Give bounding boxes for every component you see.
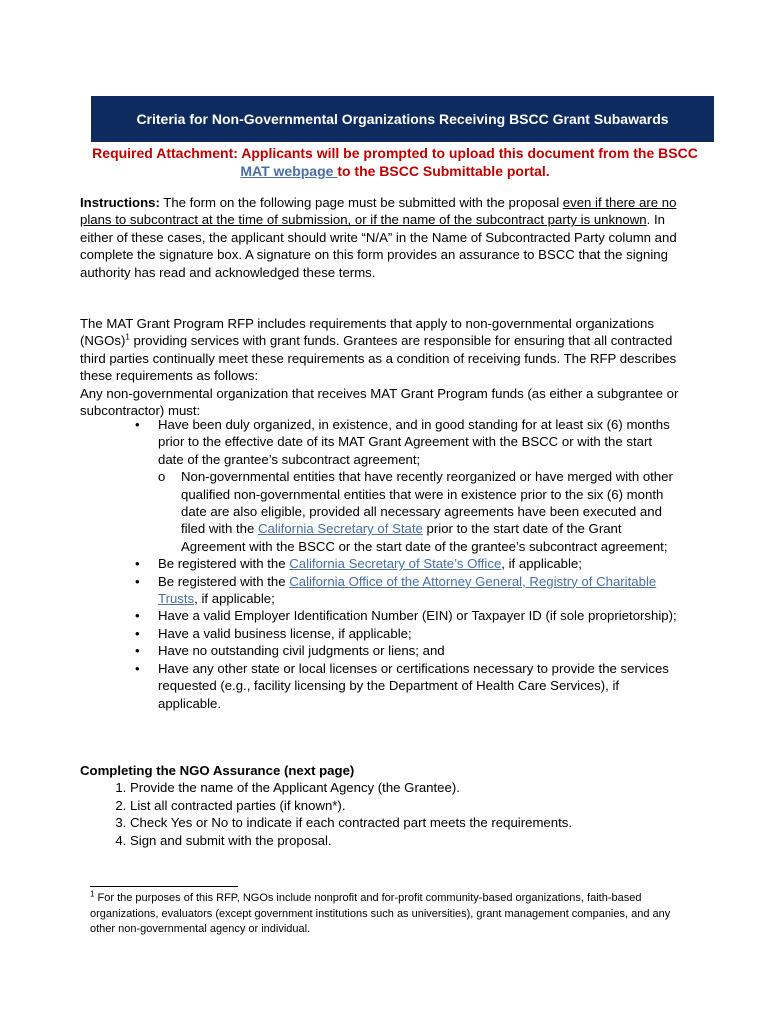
requirement-ag-text-b: , if applicable; [194,591,275,607]
instructions-label: Instructions: [80,195,160,210]
requirement-good-standing: Have been duly organized, in existence, and in good standing for at least six (6) months prior to the effective date of its MAT Grant Agreement with the BSCC or with the start date of the grantee’s subcontract agreement; [158,417,670,467]
document-title: Criteria for Non-Governmental Organizations Receiving BSCC Grant Subawards [136,111,669,127]
list-item [80,555,680,572]
list-item [80,642,680,659]
instructions-text-2: . In either of these cases, the applicant should write “N/A” in the Name of Subcontracted Party column and complete the signature box. A signature on this form provides an assurance to BSCC that the signing authority has read and acknowledged these terms. [80,212,677,280]
footnote-reference: 1 [125,333,130,343]
instructions-underlined: even if there are no plans to subcontract at the time of submission, or if the name of the subcontract party is unknown [80,195,677,228]
intro-text-3: Any non-governmental organization that receives MAT Grant Program funds (as either a subgrantee or subcontractor) must: [80,385,679,419]
california-secretary-of-state-link[interactable]: California Secretary of State [257,521,423,537]
completing-section [80,762,695,849]
footnote-number: 1 [90,889,95,899]
secretary-of-state-office-link[interactable]: California Secretary of State’s Office [289,556,502,572]
footnote [90,891,680,938]
list-item: 2. List all contracted parties (if known*). [130,797,695,814]
requirement-ein: Have a valid Employer Identification Number (EIN) or Taxpayer ID (if sole proprietorship); [158,608,677,624]
footnote-text: For the purposes of this RFP, NGOs include nonprofit and for-profit community-based organizations, faith-based organizations, evaluators (except government institutions such as universities), grant management companies, and any other non-governmental agency or individual. [90,892,671,936]
attorney-general-registry-link[interactable]: California Office of the Attorney General, Registry of Charitable Trusts [158,573,657,607]
list-item [80,660,680,712]
completing-steps-list [80,779,695,849]
requirement-sos-text-a: Be registered with the [158,556,290,572]
list-item [80,607,680,624]
sub-requirement-text-a: Non-governmental entities that have recently reorganized or have merged with other qualified non-governmental entities that were in existence prior to the six (6) month date are also eligible, provided all necessary agreements have been executed and filed with the [181,469,673,537]
intro-text-2: providing services with grant funds. Grantees are responsible for ensuring that all contracted third parties continually meet these requirements as a condition of receiving funds. The RFP describes these requirements as follows: [80,333,677,384]
sub-requirement-text-b: prior to the start date of the Grant Agreement with the BSCC or the start date of the grantee’s subcontract agreement; [181,521,668,554]
requirement-other-licenses: Have any other state or local licenses or certifications necessary to provide the services requested (e.g., facility licensing by the Department of Health Care Services), if applicable. [158,660,669,711]
intro-text-1: The MAT Grant Program RFP includes requirements that apply to non-governmental organizations (NGOs) [80,316,654,349]
instructions-paragraph [80,194,695,281]
required-attachment-notice [80,144,710,180]
completing-heading: Completing the NGO Assurance (next page) [80,763,355,778]
list-item [158,468,680,555]
requirement-business-license: Have a valid business license, if applicable; [158,625,412,641]
list-item [80,625,680,642]
mat-webpage-link[interactable]: MAT webpage [240,163,338,179]
list-item: 3. Check Yes or No to indicate if each contracted part meets the requirements. [130,814,695,831]
required-text-part1: Required Attachment: Applicants will be prompted to upload this document from the BSCC [92,145,698,161]
requirement-no-judgments: Have no outstanding civil judgments or liens; and [158,643,445,659]
requirements-list [80,416,680,712]
instructions-text-1: The form on the following page must be submitted with the proposal [159,195,563,210]
required-text-part2: to the BSCC Submittable portal. [337,163,550,179]
list-item [80,416,680,555]
header-banner [91,96,714,142]
requirement-sos-text-b: , if applicable; [501,556,582,572]
list-item: 1. Provide the name of the Applicant Agency (the Grantee). [130,779,695,796]
requirement-ag-text-a: Be registered with the [158,573,290,589]
list-item [80,573,680,608]
footnote-divider [90,886,238,887]
list-item: 4. Sign and submit with the proposal. [130,832,695,849]
intro-paragraph [80,315,695,419]
sub-requirements-list [158,468,680,555]
